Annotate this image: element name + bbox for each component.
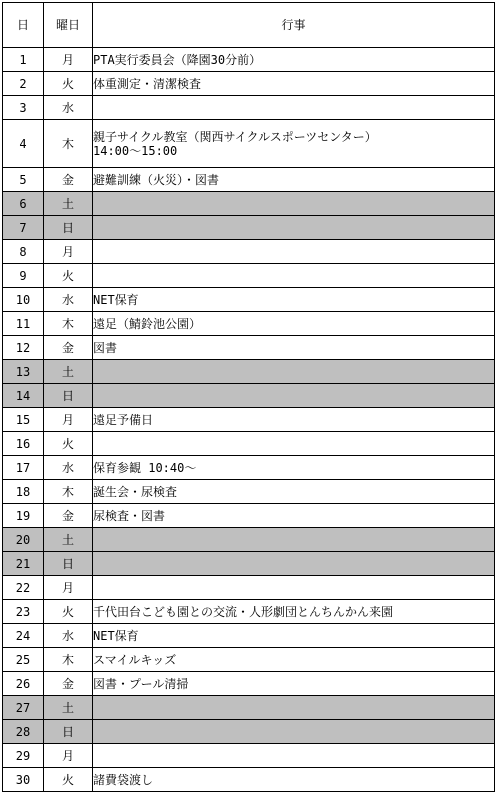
table-row	[3, 696, 495, 720]
event-cell	[93, 168, 495, 192]
table-row	[3, 264, 495, 288]
date-cell: 3	[3, 96, 44, 120]
event-text: 図書・プール清掃	[93, 676, 189, 691]
table-row	[3, 456, 495, 480]
event-cell	[93, 744, 495, 768]
weekday-cell: 木	[44, 120, 93, 168]
event-cell	[93, 240, 495, 264]
event-cell	[93, 360, 495, 384]
table-row	[3, 528, 495, 552]
date-cell: 14	[3, 384, 44, 408]
event-cell	[93, 576, 495, 600]
table-row	[3, 504, 495, 528]
event-cell	[93, 384, 495, 408]
date-cell: 28	[3, 720, 44, 744]
event-text: NET保育	[93, 292, 139, 307]
date-cell: 1	[3, 48, 44, 72]
date-cell: 18	[3, 480, 44, 504]
event-text: 諸費袋渡し	[93, 772, 154, 787]
date-cell: 12	[3, 336, 44, 360]
event-text: 避難訓練（火災）・図書	[93, 172, 220, 187]
table-row	[3, 720, 495, 744]
table-header-row	[3, 3, 495, 48]
event-cell	[93, 192, 495, 216]
event-text: PTA実行委員会（降園30分前）	[93, 52, 262, 67]
date-cell: 9	[3, 264, 44, 288]
table-row	[3, 408, 495, 432]
date-cell: 20	[3, 528, 44, 552]
event-text: 誕生会・尿検査	[93, 484, 178, 499]
weekday-cell: 月	[44, 744, 93, 768]
date-cell: 10	[3, 288, 44, 312]
date-cell: 16	[3, 432, 44, 456]
table-row	[3, 576, 495, 600]
weekday-cell: 金	[44, 504, 93, 528]
schedule-body	[3, 48, 495, 792]
event-text: 14:00～15:00	[93, 143, 178, 158]
table-row	[3, 360, 495, 384]
table-row	[3, 48, 495, 72]
table-row	[3, 168, 495, 192]
date-cell: 19	[3, 504, 44, 528]
event-text: 遠足（鯖鈴池公園）	[93, 316, 202, 331]
event-text: 親子サイクル教室（関西サイクルスポーツセンター）	[93, 129, 377, 144]
event-cell	[93, 432, 495, 456]
event-cell	[93, 648, 495, 672]
header-event: 行事	[93, 3, 495, 48]
weekday-cell: 金	[44, 336, 93, 360]
date-cell: 4	[3, 120, 44, 168]
event-cell	[93, 600, 495, 624]
date-cell: 26	[3, 672, 44, 696]
weekday-cell: 火	[44, 264, 93, 288]
weekday-cell: 金	[44, 672, 93, 696]
event-cell	[93, 48, 495, 72]
weekday-cell: 土	[44, 528, 93, 552]
event-cell	[93, 456, 495, 480]
weekday-cell: 火	[44, 768, 93, 792]
date-cell: 8	[3, 240, 44, 264]
weekday-cell: 月	[44, 408, 93, 432]
weekday-cell: 日	[44, 552, 93, 576]
event-text: 尿検査・図書	[93, 508, 166, 523]
table-row	[3, 432, 495, 456]
table-row	[3, 312, 495, 336]
table-row	[3, 672, 495, 696]
weekday-cell: 水	[44, 288, 93, 312]
event-cell	[93, 528, 495, 552]
date-cell: 5	[3, 168, 44, 192]
date-cell: 23	[3, 600, 44, 624]
event-schedule-table	[2, 2, 495, 792]
table-row	[3, 480, 495, 504]
weekday-cell: 月	[44, 48, 93, 72]
date-cell: 2	[3, 72, 44, 96]
event-cell	[93, 552, 495, 576]
date-cell: 27	[3, 696, 44, 720]
table-row	[3, 96, 495, 120]
event-cell	[93, 264, 495, 288]
weekday-cell: 土	[44, 360, 93, 384]
table-row	[3, 120, 495, 168]
table-row	[3, 648, 495, 672]
table-row	[3, 768, 495, 792]
event-cell	[93, 720, 495, 744]
weekday-cell: 火	[44, 600, 93, 624]
date-cell: 22	[3, 576, 44, 600]
event-text: 体重測定・清潔検査	[93, 76, 202, 91]
event-cell	[93, 480, 495, 504]
weekday-cell: 火	[44, 432, 93, 456]
table-row	[3, 552, 495, 576]
weekday-cell: 日	[44, 384, 93, 408]
table-row	[3, 288, 495, 312]
weekday-cell: 水	[44, 456, 93, 480]
table-row	[3, 216, 495, 240]
weekday-cell: 木	[44, 480, 93, 504]
event-cell	[93, 768, 495, 792]
date-cell: 30	[3, 768, 44, 792]
event-cell	[93, 96, 495, 120]
table-row	[3, 384, 495, 408]
event-cell	[93, 312, 495, 336]
event-cell	[93, 672, 495, 696]
date-cell: 24	[3, 624, 44, 648]
date-cell: 7	[3, 216, 44, 240]
weekday-cell: 土	[44, 696, 93, 720]
event-cell	[93, 504, 495, 528]
table-row	[3, 240, 495, 264]
weekday-cell: 日	[44, 720, 93, 744]
event-cell	[93, 336, 495, 360]
event-cell	[93, 408, 495, 432]
weekday-cell: 月	[44, 240, 93, 264]
header-weekday: 曜日	[44, 3, 93, 48]
event-text: 遠足予備日	[93, 412, 154, 427]
date-cell: 17	[3, 456, 44, 480]
table-row	[3, 72, 495, 96]
event-text: 保育参観 10:40～	[93, 460, 197, 475]
weekday-cell: 木	[44, 312, 93, 336]
event-text: NET保育	[93, 628, 139, 643]
weekday-cell: 土	[44, 192, 93, 216]
date-cell: 29	[3, 744, 44, 768]
date-cell: 25	[3, 648, 44, 672]
weekday-cell: 木	[44, 648, 93, 672]
event-cell	[93, 624, 495, 648]
date-cell: 13	[3, 360, 44, 384]
weekday-cell: 金	[44, 168, 93, 192]
weekday-cell: 水	[44, 624, 93, 648]
table-row	[3, 624, 495, 648]
weekday-cell: 月	[44, 576, 93, 600]
header-date: 日	[3, 3, 44, 48]
table-row	[3, 336, 495, 360]
event-cell	[93, 72, 495, 96]
event-cell	[93, 216, 495, 240]
table-row	[3, 744, 495, 768]
date-cell: 15	[3, 408, 44, 432]
weekday-cell: 日	[44, 216, 93, 240]
weekday-cell: 水	[44, 96, 93, 120]
table-row	[3, 600, 495, 624]
event-cell	[93, 696, 495, 720]
weekday-cell: 火	[44, 72, 93, 96]
table-row	[3, 192, 495, 216]
date-cell: 11	[3, 312, 44, 336]
event-text: 図書	[93, 340, 118, 355]
event-cell	[93, 120, 495, 168]
event-text: スマイルキッズ	[93, 652, 177, 667]
date-cell: 21	[3, 552, 44, 576]
event-text: 千代田台こども園との交流・人形劇団とんちんかん来園	[93, 604, 394, 619]
event-cell	[93, 288, 495, 312]
date-cell: 6	[3, 192, 44, 216]
